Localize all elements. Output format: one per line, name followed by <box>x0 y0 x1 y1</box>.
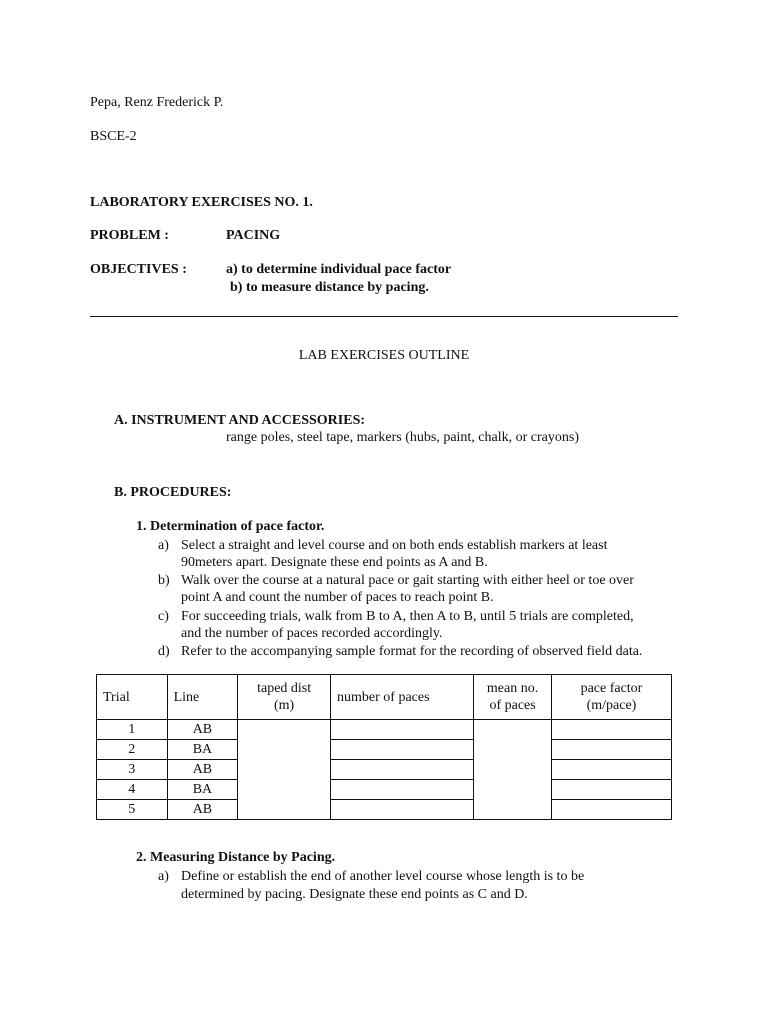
step-text-line: determined by pacing. Designate these end points as C and D. <box>181 887 528 902</box>
header-mean-paces-text: mean no. of paces <box>486 681 539 713</box>
table-row <box>97 800 672 820</box>
step-marker: a) <box>158 869 169 884</box>
table-row <box>97 740 672 760</box>
step-text-line: Select a straight and level course and on both ends establish markers at least <box>181 538 608 553</box>
step-text-line: For succeeding trials, walk from B to A, then A to B, until 5 trials are completed, <box>181 609 634 624</box>
section-a-heading: A. INSTRUMENT AND ACCESSORIES: <box>114 413 366 428</box>
cell-trial: 1 <box>97 720 168 740</box>
cell-line: AB <box>167 720 238 740</box>
cell-number-of-paces <box>331 780 474 800</box>
cell-trial: 2 <box>97 740 168 760</box>
step-text-line: Walk over the course at a natural pace or gait starting with either heel or toe over <box>181 573 634 588</box>
problem-label: PROBLEM : <box>90 228 169 243</box>
cell-trial: 5 <box>97 800 168 820</box>
step-text-line: 90meters apart. Designate these end points as A and B. <box>181 555 488 570</box>
cell-line: BA <box>167 780 238 800</box>
cell-number-of-paces <box>331 760 474 780</box>
header-mean-paces <box>474 675 552 720</box>
cell-pace-factor <box>551 780 671 800</box>
header-pace-factor-text: pace factor (m/pace) <box>580 681 643 713</box>
problem-value: PACING <box>226 228 281 243</box>
outline-title: LAB EXERCISES OUTLINE <box>298 348 470 363</box>
cell-number-of-paces <box>331 720 474 740</box>
objective-a: a) to determine individual pace factor <box>226 262 452 277</box>
table-row <box>97 720 672 740</box>
header-taped-dist <box>238 675 331 720</box>
cell-number-of-paces <box>331 800 474 820</box>
cell-pace-factor <box>551 760 671 780</box>
student-name: Pepa, Renz Frederick P. <box>90 95 224 110</box>
header-number-of-paces: number of paces <box>331 675 474 720</box>
cell-line: AB <box>167 760 238 780</box>
horizontal-rule <box>90 316 678 317</box>
cell-mean-paces-merged <box>474 720 552 820</box>
table-row <box>97 760 672 780</box>
step-text-line: point A and count the number of paces to reach point B. <box>181 590 494 605</box>
table-header-row <box>97 675 672 720</box>
student-section: BSCE-2 <box>90 129 137 144</box>
cell-line: BA <box>167 740 238 760</box>
cell-line: AB <box>167 800 238 820</box>
step-text-line: and the number of paces recorded accordingly. <box>181 626 443 641</box>
step-text-line: Refer to the accompanying sample format for the recording of observed field data. <box>181 644 643 659</box>
cell-number-of-paces <box>331 740 474 760</box>
table-row <box>97 780 672 800</box>
exercise-title: LABORATORY EXERCISES NO. 1. <box>90 195 313 210</box>
item1-heading: 1. Determination of pace factor. <box>136 519 325 534</box>
objective-b: b) to measure distance by pacing. <box>230 280 429 295</box>
cell-pace-factor <box>551 740 671 760</box>
step-marker: c) <box>158 609 169 624</box>
cell-pace-factor <box>551 800 671 820</box>
cell-pace-factor <box>551 720 671 740</box>
header-trial: Trial <box>97 675 168 720</box>
section-b-heading: B. PROCEDURES: <box>114 485 232 500</box>
section-a-text: range poles, steel tape, markers (hubs, paint, chalk, or crayons) <box>226 430 579 445</box>
step-text-line: Define or establish the end of another level course whose length is to be <box>181 869 585 884</box>
field-data-table <box>96 674 672 820</box>
header-line: Line <box>167 675 238 720</box>
header-taped-dist-text: taped dist (m) <box>257 681 312 713</box>
cell-trial: 3 <box>97 760 168 780</box>
step-marker: a) <box>158 538 169 553</box>
item2-heading: 2. Measuring Distance by Pacing. <box>136 850 336 865</box>
cell-trial: 4 <box>97 780 168 800</box>
header-pace-factor <box>551 675 671 720</box>
step-marker: d) <box>158 644 170 659</box>
step-marker: b) <box>158 573 170 588</box>
cell-taped-dist-merged <box>238 720 331 820</box>
objectives-label: OBJECTIVES : <box>90 262 187 277</box>
